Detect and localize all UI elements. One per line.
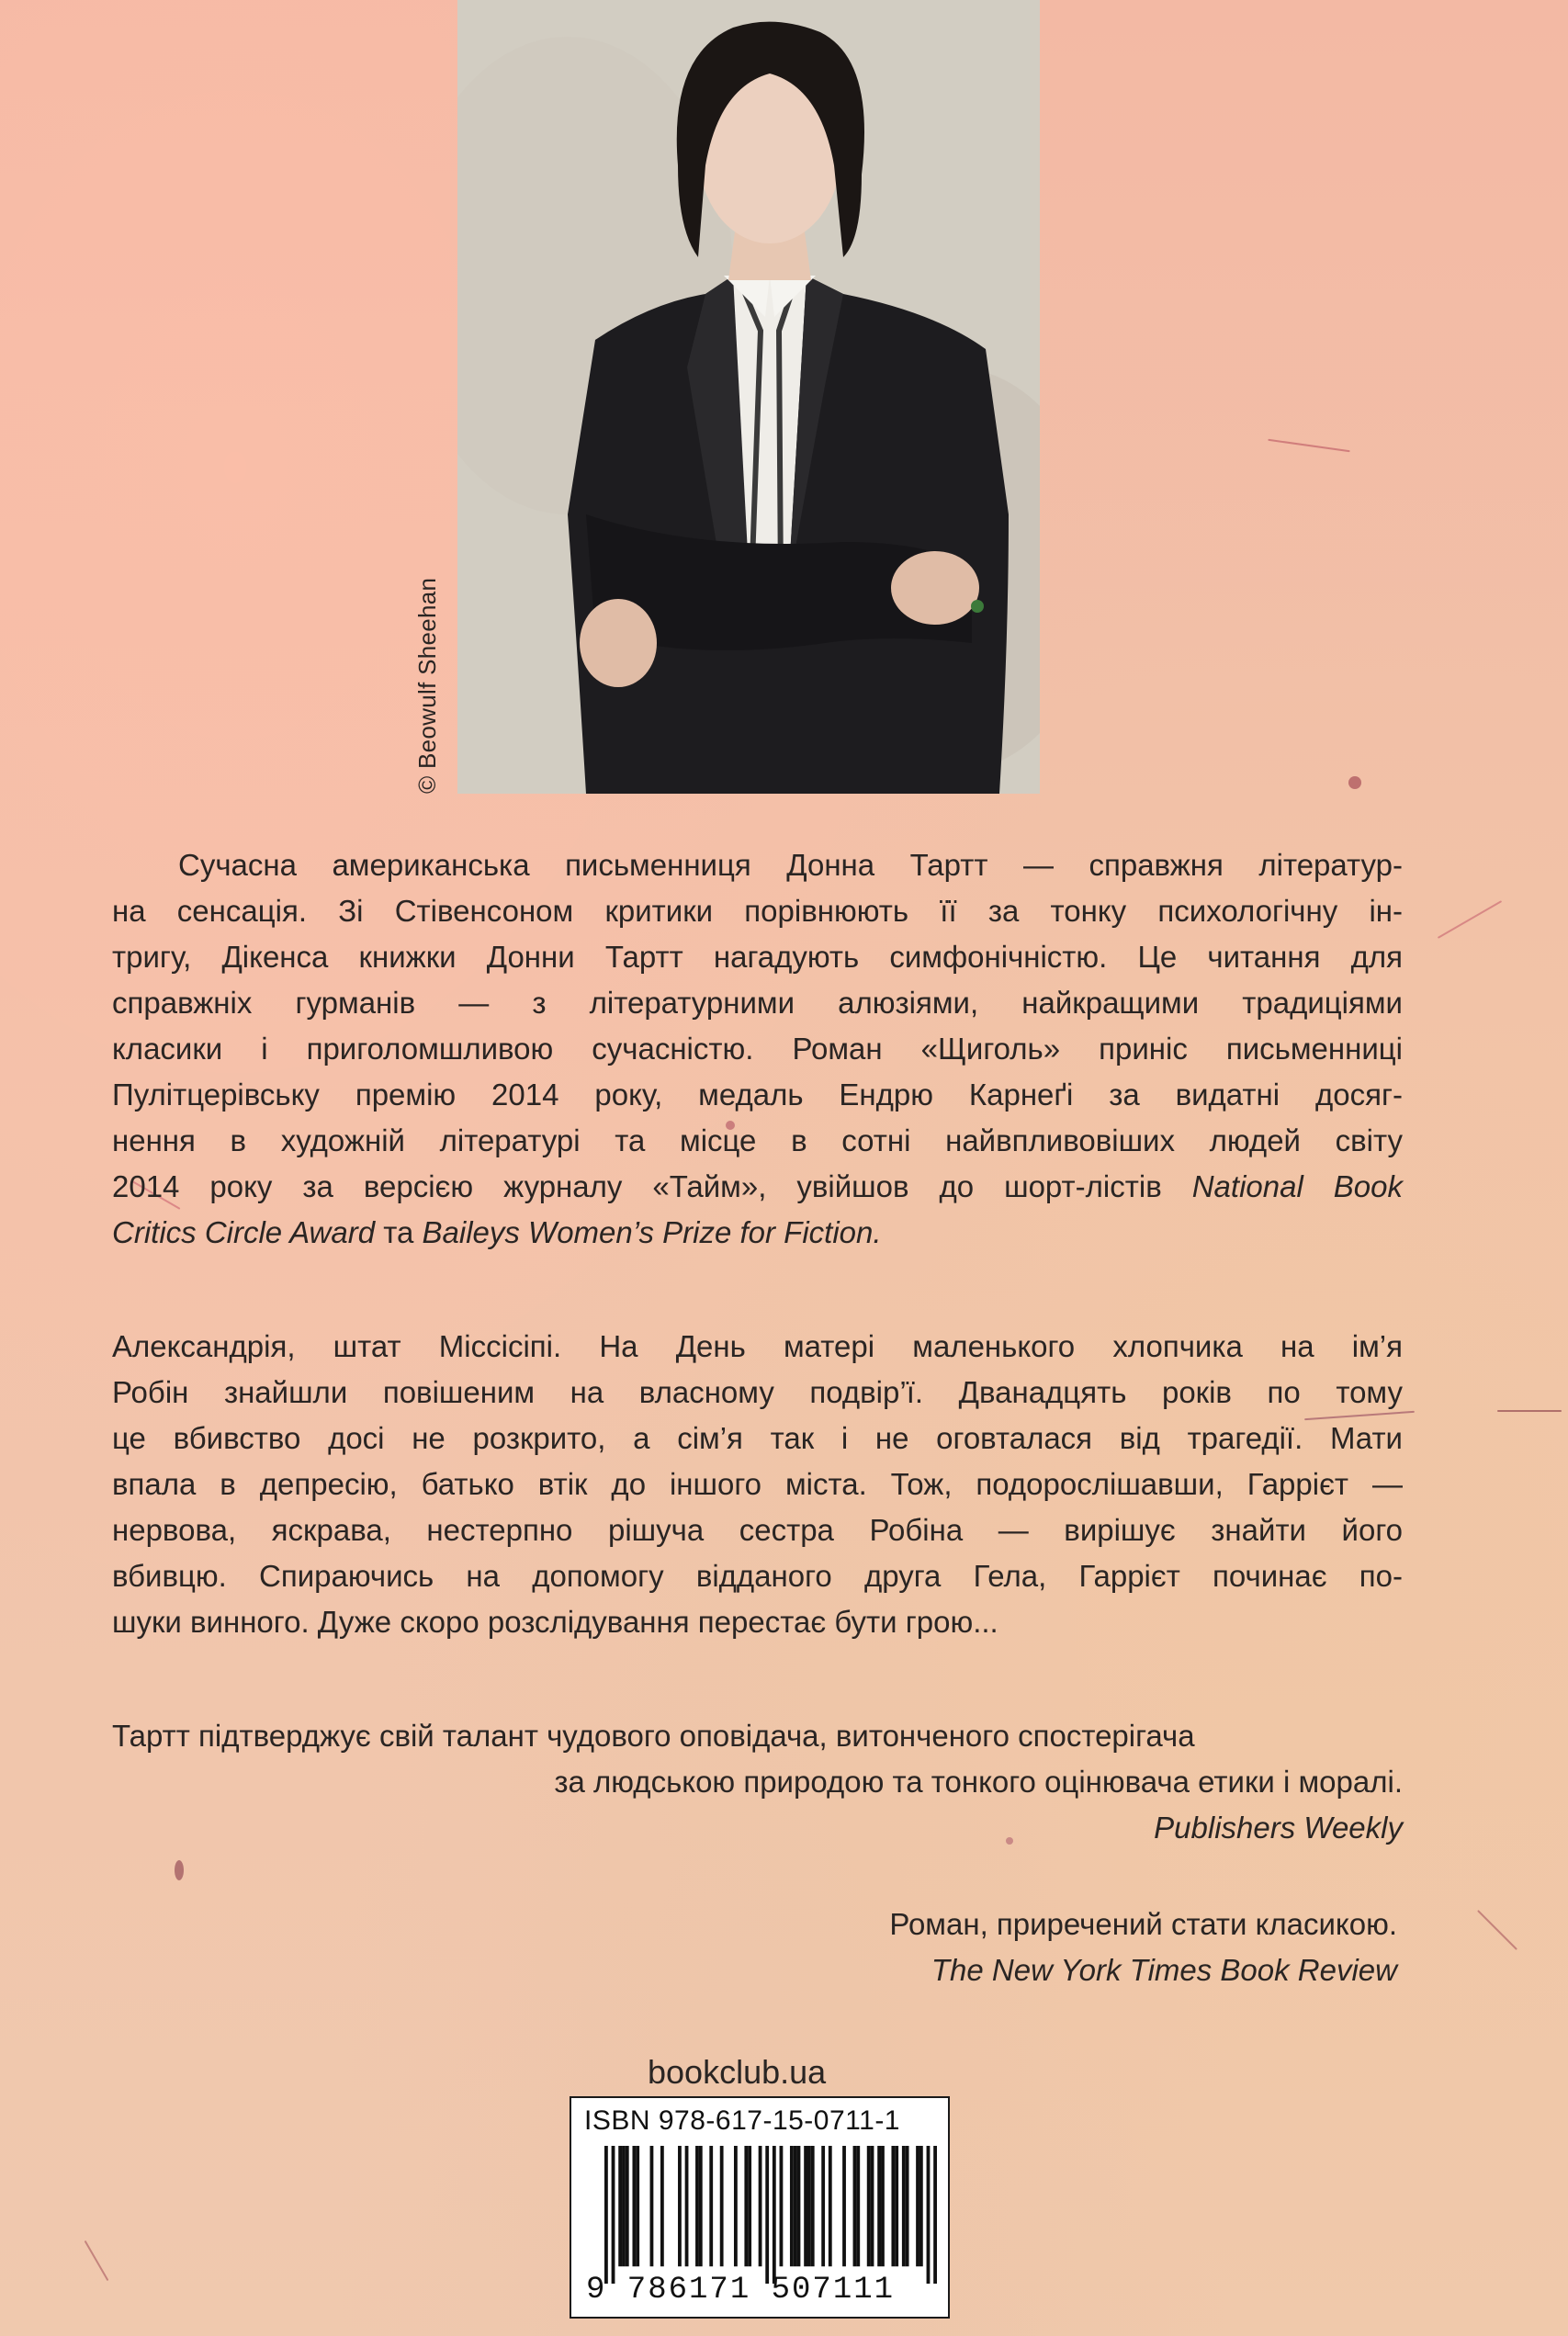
intro-line: 2014 року за версією журналу «Тайм», увійшов до шорт-лістів <box>112 1169 1162 1203</box>
barcode-bar <box>842 2146 846 2266</box>
barcode-bar <box>790 2146 794 2266</box>
isbn-label: ISBN 978-617-15-0711-1 <box>584 2105 900 2136</box>
barcode-bar <box>811 2146 815 2266</box>
barcode-bar <box>856 2146 860 2266</box>
review-quote-nyt <box>889 1902 1397 1993</box>
barcode-bar <box>699 2146 703 2266</box>
barcode-bar <box>867 2146 871 2266</box>
intro-paragraph <box>112 842 1403 1256</box>
barcode-bar <box>660 2146 664 2266</box>
synopsis-line: нервова, яскрава, нестерпно рішуча сестра Робіна — вирішує знайти його <box>112 1513 1403 1547</box>
paper-speck <box>1348 776 1361 789</box>
barcode-bar <box>612 2146 615 2284</box>
barcode-bar <box>650 2146 654 2266</box>
intro-line: справжніх гурманів — з літературними алюзіями, найкращими традиціями <box>112 986 1403 1020</box>
barcode-bar <box>622 2146 626 2266</box>
paper-fiber <box>85 2240 109 2281</box>
author-photo <box>457 0 1040 794</box>
barcode-bar <box>765 2146 769 2284</box>
barcode-bar <box>626 2146 629 2266</box>
barcode-bar <box>927 2146 931 2284</box>
intro-line: Пулітцерівську премію 2014 року, медаль Ендрю Карнеґі за видатні досяг- <box>112 1078 1403 1112</box>
barcode-bar <box>916 2146 919 2266</box>
intro-line: нення в художній літературі та місце в сотні найвпливовіших людей світу <box>112 1123 1403 1157</box>
barcode-bar <box>871 2146 874 2266</box>
barcode-bar <box>773 2146 776 2284</box>
quote-line: Роман, приречений стати класикою. <box>889 1907 1397 1941</box>
barcode-bar <box>685 2146 689 2266</box>
barcode-bar <box>853 2146 857 2266</box>
photo-credit: © Beowulf Sheehan <box>413 577 441 794</box>
quote-line: за людською природою та тонкого оцінювача етики і моралі. <box>554 1765 1403 1799</box>
barcode-bar <box>891 2146 895 2266</box>
paper-fiber <box>1438 900 1502 939</box>
intro-line: тригу, Дікенса книжки Донни Тартт нагадують симфонічністю. Це читання для <box>112 940 1403 974</box>
award-national-book: National Book <box>1191 1169 1403 1203</box>
intro-line-with-award <box>112 1164 1403 1210</box>
synopsis-line: впала в депресію, батько втік до іншого міста. Тож, подорослішавши, Гаррієт — <box>112 1467 1403 1501</box>
paper-fiber <box>1477 1910 1517 1950</box>
barcode-bars <box>604 2146 937 2284</box>
barcode-digits: 9 786171 507111 <box>586 2273 896 2308</box>
quote-line: Тартт підтверджує свій талант чудового оповідача, витонченого спостерігача <box>112 1719 1195 1753</box>
quote-source: The New York Times Book Review <box>931 1953 1397 1987</box>
barcode-bar <box>895 2146 898 2266</box>
barcode-bar <box>744 2146 748 2266</box>
barcode-bar <box>821 2146 825 2266</box>
connector: та <box>383 1215 414 1249</box>
intro-line: класики і приголомшливою сучасністю. Роман «Щиголь» приніс письменниці <box>112 1032 1403 1066</box>
isbn-barcode <box>570 2096 950 2319</box>
barcode-bar <box>933 2146 937 2284</box>
barcode-bar <box>618 2146 622 2266</box>
barcode-bar <box>794 2146 797 2266</box>
synopsis-line: це вбивство досі не розкрито, а сім’я так і не оговталася від трагедії. Мати <box>112 1421 1403 1455</box>
barcode-bar <box>780 2146 784 2266</box>
barcode-bar <box>829 2146 832 2266</box>
barcode-bar <box>807 2146 811 2266</box>
barcode-bar <box>632 2146 636 2266</box>
barcode-bar <box>804 2146 807 2266</box>
barcode-bar <box>877 2146 881 2266</box>
intro-final-line <box>112 1210 1403 1256</box>
synopsis-line: вбивцю. Спираючись на допомогу відданого друга Гела, Гаррієт починає по- <box>112 1559 1403 1593</box>
barcode-bar <box>678 2146 682 2266</box>
synopsis-line: шуки винного. Дуже скоро розслідування перестає бути грою... <box>112 1605 998 1639</box>
barcode-bar <box>881 2146 885 2266</box>
synopsis-line: Робін знайшли повішеним на власному подвір’ї. Дванадцять років по тому <box>112 1375 1403 1409</box>
award-baileys: Baileys Women’s Prize for Fiction. <box>422 1215 882 1249</box>
intro-line: Сучасна американська письменниця Донна Тартт — справжня літератур- <box>178 848 1403 882</box>
quote-source: Publishers Weekly <box>1154 1811 1403 1845</box>
barcode-bar <box>902 2146 906 2266</box>
barcode-bar <box>720 2146 724 2266</box>
barcode-bar <box>797 2146 801 2266</box>
publisher-website[interactable]: bookclub.ua <box>648 2053 827 2091</box>
review-quote-publishers-weekly <box>112 1713 1403 1851</box>
barcode-bar <box>748 2146 751 2266</box>
barcode-bar <box>734 2146 738 2266</box>
intro-line: на сенсація. Зі Стівенсоном критики порівнюють її за тонку психологічну ін- <box>112 894 1403 928</box>
barcode-bar <box>695 2146 699 2266</box>
synopsis-paragraph <box>112 1324 1403 1645</box>
synopsis-line: Александрія, штат Міссісіпі. На День матері маленького хлопчика на ім’я <box>112 1329 1403 1363</box>
barcode-bar <box>636 2146 639 2266</box>
paper-speck <box>175 1860 184 1880</box>
barcode-bar <box>906 2146 909 2266</box>
award-critics-circle: Critics Circle Award <box>112 1215 376 1249</box>
paper-fiber <box>1268 439 1349 453</box>
barcode-bar <box>759 2146 762 2266</box>
barcode-bar <box>709 2146 713 2266</box>
paper-fiber <box>1497 1410 1562 1412</box>
barcode-bar <box>919 2146 923 2266</box>
barcode-bar <box>604 2146 608 2284</box>
